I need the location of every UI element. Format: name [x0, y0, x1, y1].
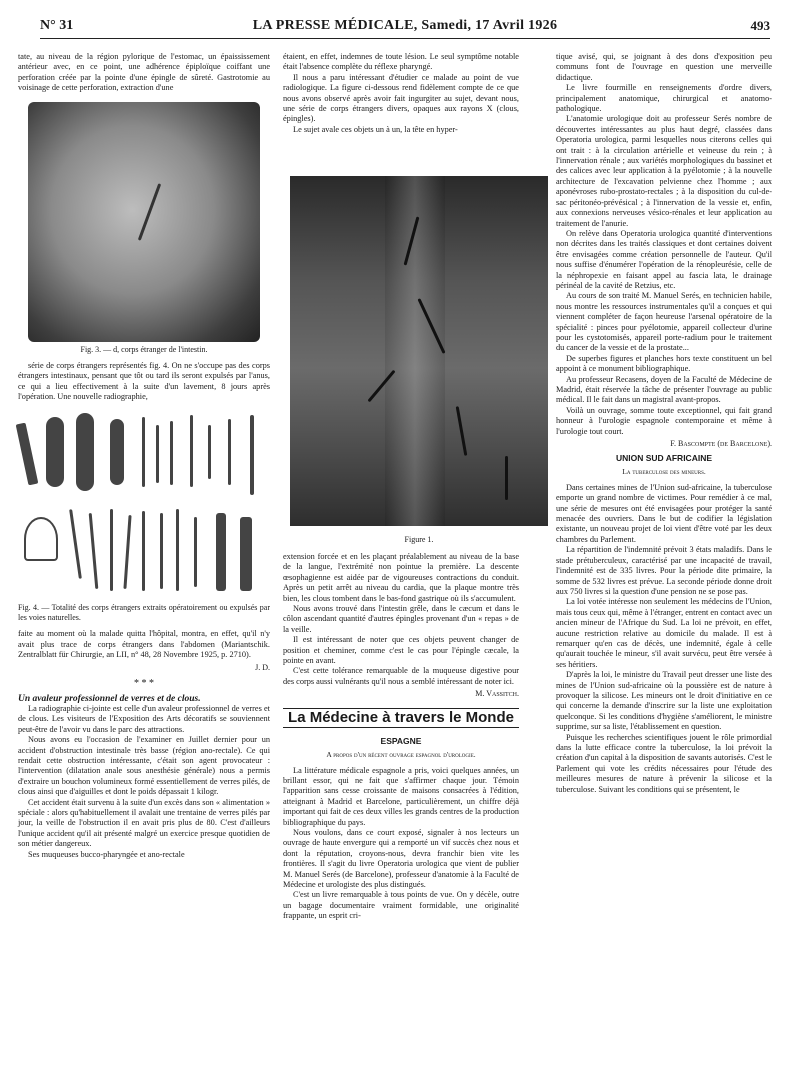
nail-object	[240, 517, 252, 591]
pin-object	[156, 425, 159, 483]
paragraph: De superbes figures et planches hors texte constituent un bel appoint à ce monument bibliographique.	[556, 353, 772, 374]
figure-3-caption: Fig. 3. — d, corps étranger de l'intestin.	[80, 344, 208, 354]
paragraph: La littérature médicale espagnole a pris, voici quelques années, un brillant essor, qui ne fait que s'affirmer chaque jour. Témoin l'apparition sans cesse croissante de maisons consacrées à l'édition, atteignant à Madrid et Barcelone, particulièrement, un chiffre déjà important qui fait de ces deux villes les grands centres de la production bibliographique du pays.	[283, 765, 519, 827]
pin-object	[250, 415, 254, 495]
paragraph: L'anatomie urologique doit au professeur Serés nombre de découvertes intéressantes au plus haut degré, classées dans Operatoria urologica, parmi lesquelles nous citerons celles qui ont trait : à la circulation artérielle et veineuse du rein ; à l'innervation rénale ; aux variétés morphologiques du bassinet et des calices avec leur application à la pyélotomie ; à la nouvelle architecture de l'excavation pelvienne chez l'homme ; aux aponévroses rubo-prostato-rectales ; à la disposition du cul-de-sac péritonéo-prévésical ; à l'innervation de la vessie et, enfin, aux connexions nerveuses vésico-rénales et leur application au traitement de l'anurie.	[556, 114, 772, 228]
paragraph: On relève dans Operatoria urologica quantité d'interventions non décrites dans les traités classiques et dont certaines doivent être envisagées comme création personnelle de l'auteur. Qu'il nous suffise d'énumérer l'opération de la rénopleurésie, celle de la néphropexie en faisant appel au fascia lata, le drainage périnéal de la cavité de Retzius, etc.	[556, 228, 772, 290]
figure-4-caption: Fig. 4. — Totalité des corps étrangers extraits opératoirement ou expulsés par les voies naturelles.	[18, 602, 270, 623]
paragraph: série de corps étrangers représentés fig. 4. On ne s'occupe pas des corps étrangers intestinaux, pensant que tôt ou tard ils seront expulsés par l'anus, ce qui a lieu effectivement à la suite d'un lavement, 8 jours après l'opération. Une nouvelle radiographie,	[18, 361, 270, 402]
safety-pin-object	[24, 517, 58, 561]
nail-object	[46, 417, 64, 487]
paragraph: Le livre fourmille en renseignements d'ordre divers, principalement anatomique, chirurgical et anatomo-pathologique.	[556, 83, 772, 114]
nail-object	[76, 413, 94, 491]
section-heading: Un avaleur professionnel de verres et de clous.	[18, 693, 201, 704]
paragraph: C'est cette tolérance remarquable de la muqueuse digestive pour des corps aussi vulnérants qu'il nous a semblé intéressant de noter ici.	[283, 666, 519, 686]
column-2-lower	[283, 552, 519, 922]
journal-title: LA PRESSE MÉDICALE, Samedi, 17 Avril 1926	[252, 18, 558, 33]
pin-object	[89, 513, 99, 589]
pin-object	[176, 509, 179, 591]
column-2	[283, 52, 519, 135]
pin-object	[208, 425, 211, 479]
article-subheading: La tuberculose des mineurs.	[622, 466, 706, 476]
issue-number: N° 31	[40, 18, 74, 33]
paragraph: Il est intéressant de noter que ces objets peuvent changer de position et cheminer, comme c'est le cas pour l'épingle cæcale, la pointe en avant.	[283, 635, 519, 666]
paragraph: La loi votée intéresse non seulement les médecins de l'Union, mais tous ceux qui, même à l'étranger, entrent en contact avec un ancien mineur de l'Afrique du Sud. La loi ne prévoit, en effet, aucune restriction relative au domicile du malade. Il est à remarquer qu'en cas de décès, une indemnité, égale à celle qu'aurait touchée le mineur, s'il avait survécu, peut être versée à ses héritiers.	[556, 597, 772, 669]
page-header	[40, 18, 770, 39]
page-number: 493	[750, 18, 770, 33]
pin-object	[170, 421, 173, 485]
paragraph: Le sujet avale ces objets un à un, la tête en hyper-	[293, 124, 458, 134]
paragraph: étaient, en effet, indemnes de toute lésion. Le seul symptôme notable était l'absence complète du réflexe pharyngé.	[283, 52, 519, 72]
column-3	[556, 52, 772, 795]
pin-object	[123, 515, 131, 589]
foreign-body-mark	[138, 183, 161, 240]
paragraph: Ses muqueuses bucco-pharyngée et ano-rectale	[28, 849, 185, 859]
figure-1-caption: Figure 1.	[404, 535, 434, 544]
paragraph: Au professeur Recasens, doyen de la Faculté de Médecine de Madrid, était réservée la tâche de présenter l'ouvrage au public médical. Il le fait dans un magistral avant-propos.	[556, 374, 772, 405]
signature: F. Bascompte (de Barcelone).	[670, 439, 772, 449]
nail-object	[110, 419, 124, 485]
signature: J. D.	[255, 662, 270, 672]
pin-object	[160, 513, 163, 589]
country-heading: UNION SUD AFRICAINE	[615, 453, 713, 464]
pin-object	[142, 417, 145, 487]
section-banner: La Médecine à travers le Monde	[283, 708, 519, 728]
nail-object	[16, 422, 39, 485]
paragraph: tate, au niveau de la région pylorique de l'estomac, un épaississement antérieur avec, en ce point, une adhérence épiploïque coiffant une perforation créée par la pointe d'une épingle de sûreté. Gastrotomie au voisinage de cette perforation, extraction d'une	[18, 52, 270, 93]
nail-object	[216, 513, 226, 591]
pin-object	[228, 419, 231, 485]
paragraph: tique avisé, qui, se joignant à des dons d'exposition peu communs font de l'ouvrage en question une merveille didactique.	[556, 52, 772, 82]
paragraph: D'après la loi, le ministre du Travail peut dresser une liste des mines de l'Union sud-africaine où la poussière est de nature à provoquer la silicose. Les mineurs ont le droit d'initiative en ce qui concerne la demande d'inscrire sur la liste une exploitation quelconque. Si les conditions d'hygiène s'améliorent, le ministre supprime, sur sa liste, l'établissement en question.	[556, 670, 772, 732]
paragraph: Nous avons eu l'occasion de l'examiner en Juillet dernier pour un accident d'obstruction intestinale très basse (région ano-rectale). Ce qui rendait cette obstruction intéressante, c'était son agent provocateur : l'intervention (dilatation anale sous anesthésie générale) nous a permis d'extraire un bouchon volumineux formé essentiellement de verres pilés, de clous ainsi que d'aiguilles et dont le poids dépassait 1 kilogr.	[18, 735, 270, 797]
paragraph: Voilà un ouvrage, somme toute exceptionnel, qui fait grand honneur à l'urologie espagnole contemporaine et même à l'urologie tout court.	[556, 405, 772, 436]
paragraph: C'est un livre remarquable à tous points de vue. On y décèle, outre un bagage documentaire vraiment formidable, une originalité frappante, un esprit cri-	[283, 890, 519, 921]
figure-3-image	[28, 102, 260, 342]
paragraph: Nous avons trouvé dans l'intestin grêle, dans le cæcum et dans le côlon ascendant quantité d'autres épingles provenant d'un « repas » de la veille.	[283, 604, 519, 634]
paragraph: Il nous a paru intéressant d'étudier ce malade au point de vue radiologique. La figure ci-dessous rend fidèlement compte de ce que nous avons observé après avoir fait ingurgiter au sujet, devant nous, une série de corps étrangers divers, opaques aux rayons X (clous, épingles).	[283, 72, 519, 124]
country-heading: ESPAGNE	[380, 736, 422, 747]
article-subheading: A propos d'un récent ouvrage espagnol d'urologie.	[326, 749, 476, 759]
column-1	[18, 52, 270, 860]
nail-object	[456, 406, 468, 456]
paragraph: Nous voulons, dans ce court exposé, signaler à nos lecteurs un ouvrage de haute envergure qui a remporté un vif succès chez nous et dont la réputation, croyons-nous, devra franchir bien vite les frontières. Il s'agit du livre Operatoria urologica que vient de publier M. Manuel Serés (de Barcelone), professeur d'anatomie à la Faculté de Médecine et urologiste des plus distingués.	[283, 827, 519, 889]
nail-object	[505, 456, 508, 500]
paragraph: La répartition de l'indemnité prévoit 3 états maladifs. Dans le stade prétuberculeux, caractérisé par une incapacité de travail, l'indemnité est de 335 livres. Pour la période dite primaire, la somme de 532 livres est prévue. La seconde période donne droit aux 750 livres si la question d'une pension ne se pose pas.	[556, 545, 772, 596]
pin-object	[69, 509, 82, 579]
pin-object	[110, 509, 113, 591]
pin-object	[142, 511, 145, 591]
paragraph: Dans certaines mines de l'Union sud-africaine, la tuberculose emporte un grand nombre de victimes. Pour remédier à ce mal, une série de mesures ont été envisagées pour protéger la santé menacée des ouvriers. Dans le but de codifier la législation existante, un nouveau projet de loi vient d'être voté par les deux chambres du Parlement.	[556, 482, 772, 544]
paragraph: faite au moment où la malade quitta l'hôpital, montra, en effet, qu'il n'y avait plus trace de corps étrangers dans l'abdomen (Mariantschik. Zentralblatt für Chirurgie, an LII, n° 48, 28 Novembre 1925, p. 2710).	[18, 629, 270, 660]
separator-stars: * * *	[134, 678, 154, 690]
paragraph: La radiographie ci-jointe est celle d'un avaleur professionnel de verres et de clous. Les visiteurs de l'Exposition des Arts décoratifs se souviennent peut-être de l'avoir vu dans le parc des attractions.	[18, 703, 270, 734]
paragraph: Au cours de son traité M. Manuel Serés, en technicien habile, nous montre les ressources instrumentales qu'il a conçues et qui viennent compléter de façon heureuse l'arsenal opératoire de la spécialité : pinces pour pyélotomie, appareil collecteur d'urine pour les cystotomisés, appareil porte-radium pour le traitement du cancer de la vessie et de la prostate...	[556, 291, 772, 353]
paragraph: extension forcée et en les plaçant préalablement au niveau de la base de la langue, l'extrémité non pointue la première. La descente œsophagienne est aidée par de vigoureuses contractions du conduit. Après un petit arrêt au niveau du cardia, que la plaque montre très bien, les clous tombent dans le bas-fond gastrique où ils s'accumulent.	[283, 552, 519, 603]
figure-1-radiograph	[290, 176, 548, 526]
signature: M. Vassitch.	[475, 689, 519, 699]
paragraph: Cet accident était survenu à la suite d'un excès dans son « alimentation » spéciale : alors qu'habituellement il avalait une trentaine de verres pilés par jour, la veille de l'obstruction il en avait pris plus de 80. C'est d'ailleurs l'unique accident qu'il ait présenté malgré un exercice presque quotidien de son métier dangereux.	[18, 797, 270, 849]
pin-object	[190, 415, 193, 487]
paragraph: Puisque les recherches scientifiques jouent le rôle primordial dans la lutte efficace contre la tuberculose, la loi prévoit la création d'un capital à la disposition de savants autorisés. C'est le Parlement qui vote les crédits nécessaires pour l'étude des meilleures mesures de nature à prévenir la silicose et la tuberculose. Suivant les conditions qui se présentent, le	[556, 732, 772, 794]
pin-object	[194, 517, 197, 587]
figure-4-objects	[18, 409, 270, 599]
